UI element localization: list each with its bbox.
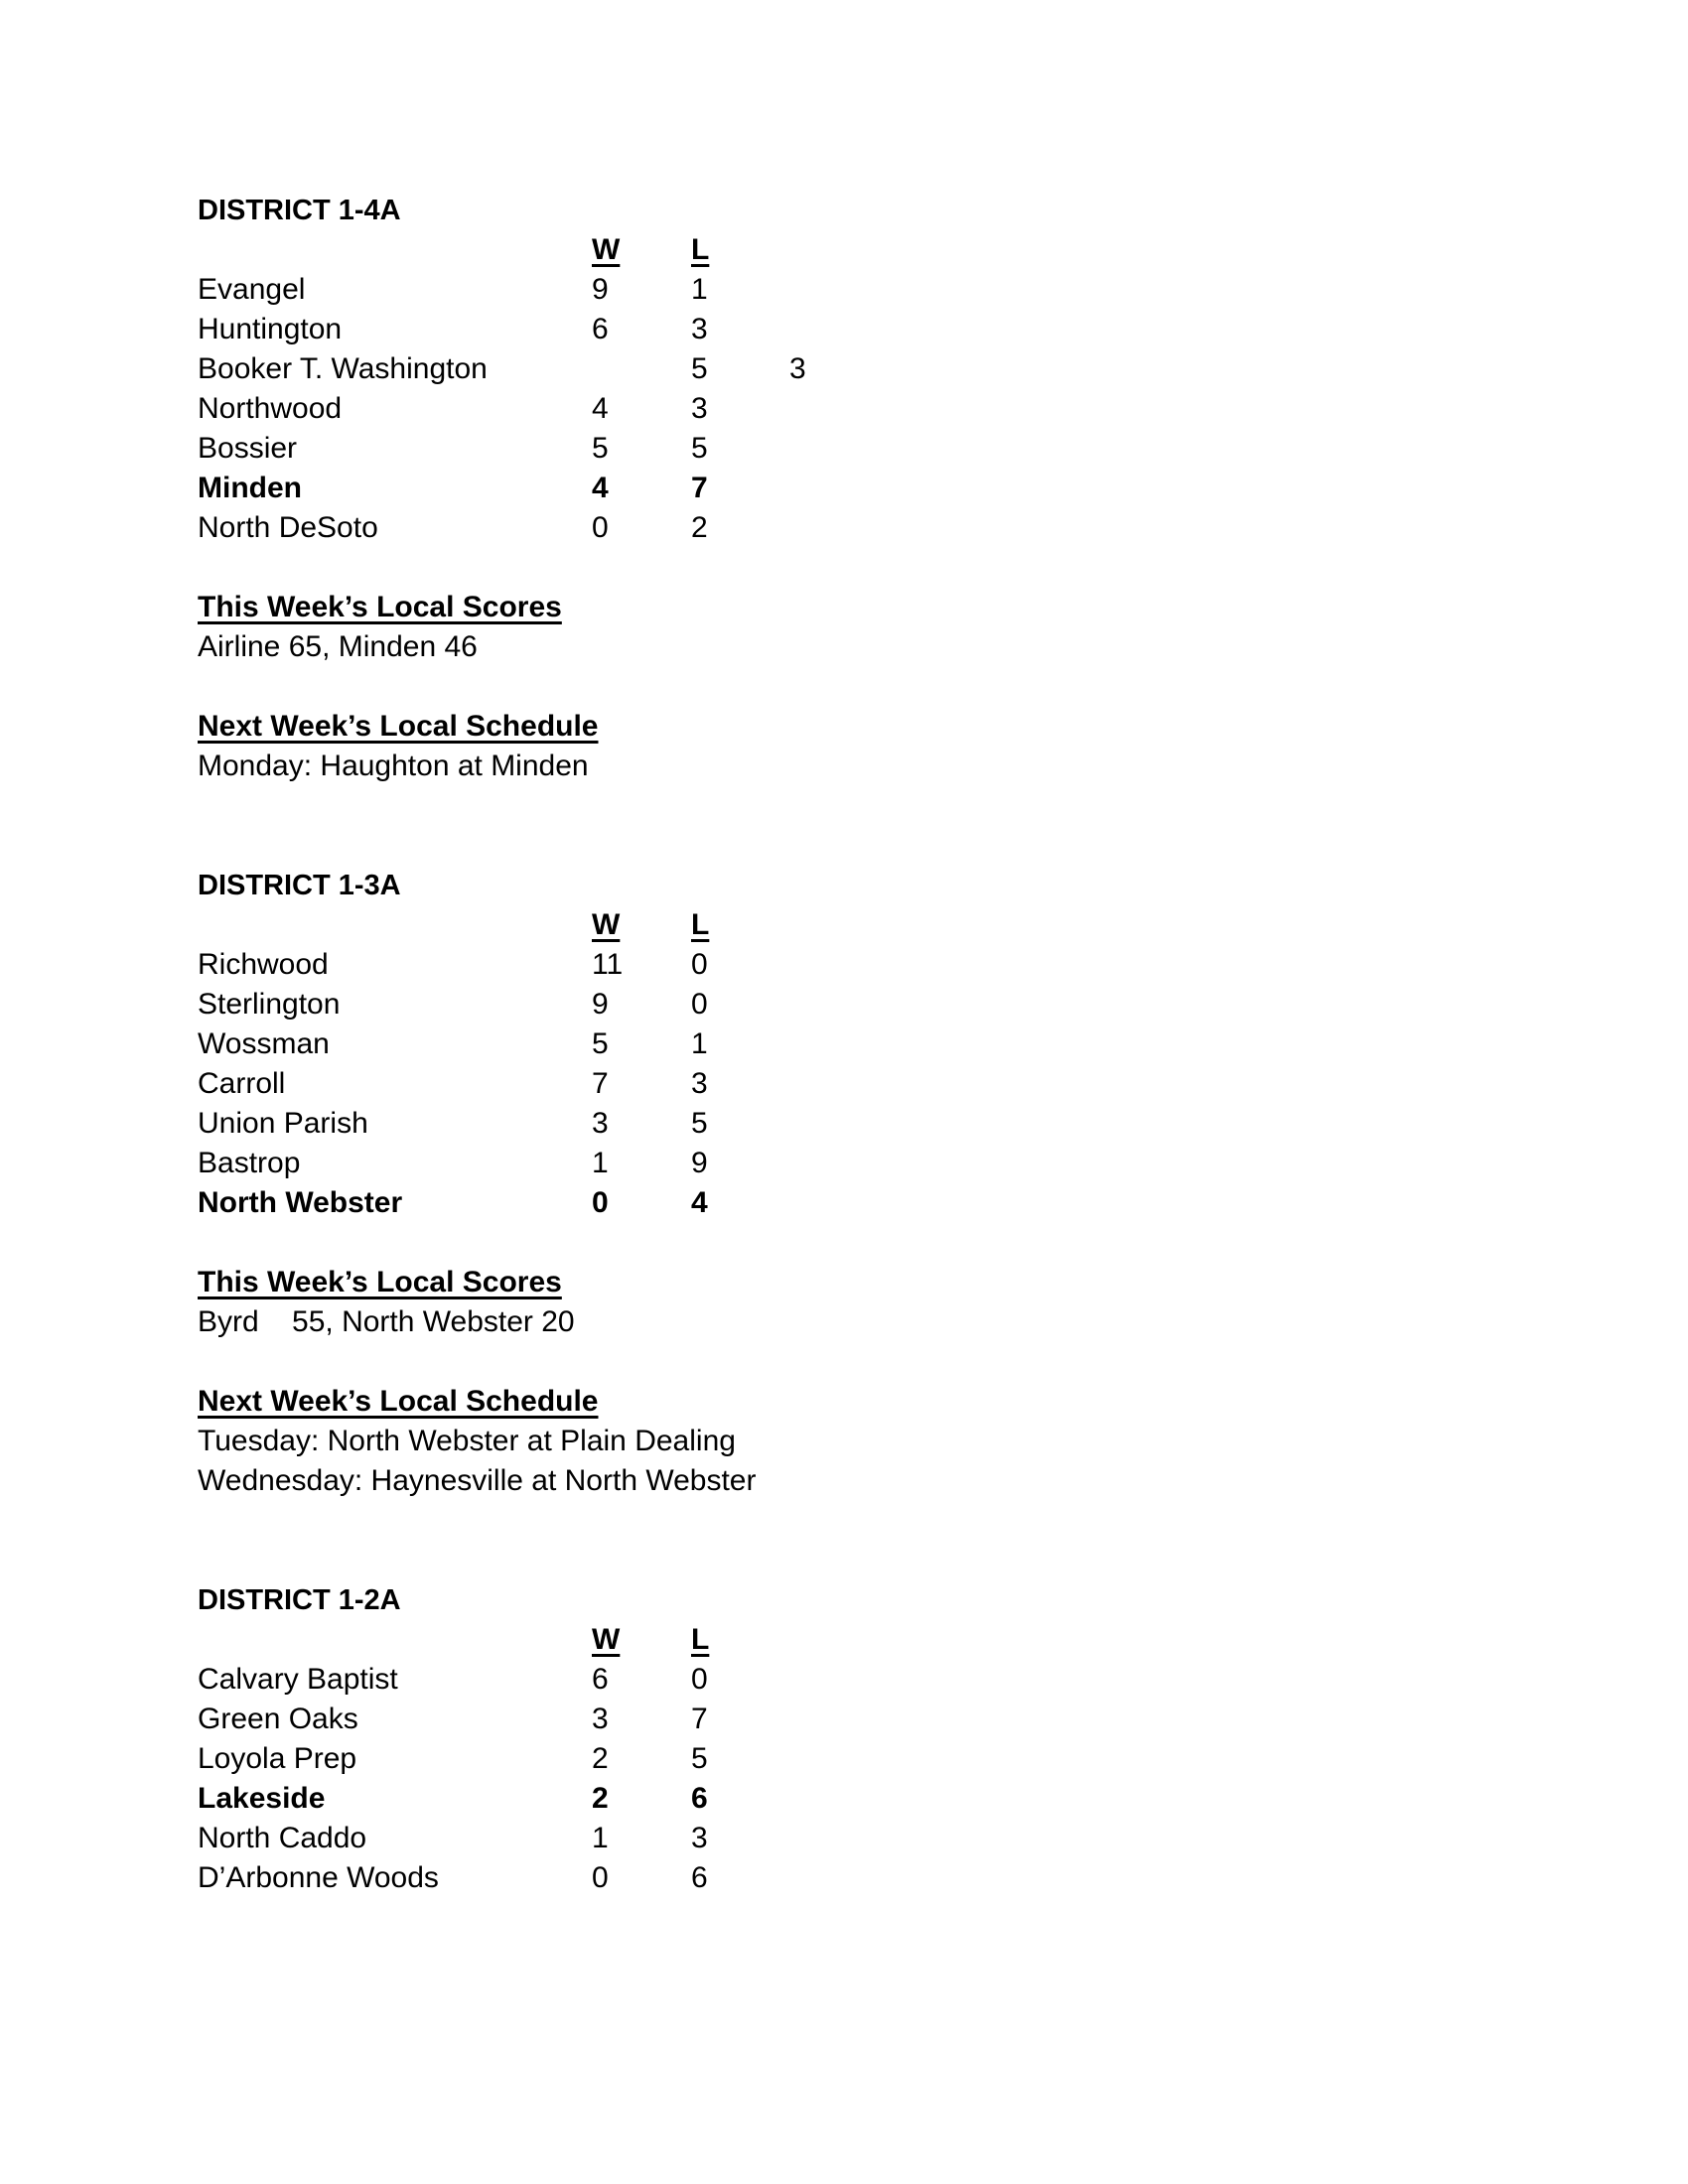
team-losses: 7 bbox=[691, 472, 708, 504]
section-gap bbox=[198, 1501, 1488, 1580]
team-row bbox=[198, 1660, 1488, 1700]
team-losses: 3 bbox=[691, 1067, 708, 1100]
team-row bbox=[198, 508, 1488, 548]
scores-heading: This Week’s Local Scores bbox=[198, 1266, 562, 1298]
team-wins: 9 bbox=[592, 273, 609, 306]
team-row-highlighted bbox=[198, 1779, 1488, 1819]
team-row bbox=[198, 1819, 1488, 1858]
team-row bbox=[198, 1700, 1488, 1739]
team-row bbox=[198, 429, 1488, 469]
team-row bbox=[198, 270, 1488, 310]
team-name: North Webster bbox=[198, 1186, 403, 1219]
spacer bbox=[198, 548, 1488, 588]
team-name: Richwood bbox=[198, 948, 329, 981]
team-row-highlighted bbox=[198, 1183, 1488, 1223]
team-losses: 2 bbox=[691, 511, 708, 544]
team-name: Booker T. Washington bbox=[198, 352, 488, 385]
team-losses: 0 bbox=[691, 948, 708, 981]
team-losses: 3 bbox=[789, 352, 806, 385]
team-row bbox=[198, 945, 1488, 985]
team-row bbox=[198, 1064, 1488, 1104]
team-name: Carroll bbox=[198, 1067, 286, 1100]
team-wins: 5 bbox=[592, 432, 609, 465]
district-section bbox=[198, 1580, 1488, 1898]
team-wins: 5 bbox=[691, 352, 708, 385]
team-wins: 0 bbox=[592, 1861, 609, 1894]
team-row bbox=[198, 310, 1488, 349]
losses-column-header: L bbox=[691, 233, 710, 266]
team-wins: 7 bbox=[592, 1067, 609, 1100]
column-headers bbox=[198, 1620, 1488, 1660]
wins-column-header: W bbox=[592, 233, 621, 266]
team-losses: 9 bbox=[691, 1147, 708, 1179]
team-name: D’Arbonne Woods bbox=[198, 1861, 439, 1894]
team-wins: 2 bbox=[592, 1782, 609, 1815]
team-losses: 6 bbox=[691, 1861, 708, 1894]
team-name: Union Parish bbox=[198, 1107, 368, 1140]
score-line: Byrd 55, North Webster 20 bbox=[198, 1305, 575, 1338]
team-name: Green Oaks bbox=[198, 1703, 358, 1735]
team-losses: 0 bbox=[691, 1663, 708, 1696]
team-losses: 3 bbox=[691, 1822, 708, 1854]
column-headers bbox=[198, 230, 1488, 270]
schedule-line: Monday: Haughton at Minden bbox=[198, 750, 589, 782]
losses-column-header: L bbox=[691, 908, 710, 941]
team-name: Bossier bbox=[198, 432, 298, 465]
district-section bbox=[198, 191, 1488, 786]
wins-column-header: W bbox=[592, 908, 621, 941]
team-wins: 5 bbox=[592, 1027, 609, 1060]
team-row bbox=[198, 389, 1488, 429]
column-headers bbox=[198, 905, 1488, 945]
team-losses: 6 bbox=[691, 1782, 708, 1815]
team-losses: 1 bbox=[691, 273, 708, 306]
team-name: Sterlington bbox=[198, 988, 341, 1021]
team-name: Evangel bbox=[198, 273, 306, 306]
district-title: DISTRICT 1-3A bbox=[198, 870, 401, 901]
team-losses: 5 bbox=[691, 432, 708, 465]
schedule-heading: Next Week’s Local Schedule bbox=[198, 710, 599, 743]
team-losses: 3 bbox=[691, 392, 708, 425]
standings-page bbox=[198, 191, 1488, 1898]
schedule-heading: Next Week’s Local Schedule bbox=[198, 1385, 599, 1418]
district-title: DISTRICT 1-4A bbox=[198, 195, 401, 226]
team-losses: 0 bbox=[691, 988, 708, 1021]
team-wins: 3 bbox=[592, 1703, 609, 1735]
district-section bbox=[198, 866, 1488, 1501]
team-row bbox=[198, 1104, 1488, 1144]
team-row bbox=[198, 1858, 1488, 1898]
team-wins: 11 bbox=[592, 948, 624, 981]
score-line: Airline 65, Minden 46 bbox=[198, 630, 478, 663]
team-losses: 5 bbox=[691, 1742, 708, 1775]
scores-heading: This Week’s Local Scores bbox=[198, 591, 562, 623]
team-wins: 6 bbox=[592, 313, 609, 345]
team-row bbox=[198, 1024, 1488, 1064]
wins-column-header: W bbox=[592, 1623, 621, 1656]
team-name: Northwood bbox=[198, 392, 343, 425]
team-name: Bastrop bbox=[198, 1147, 301, 1179]
spacer bbox=[198, 1223, 1488, 1263]
team-losses: 3 bbox=[691, 313, 708, 345]
team-wins: 3 bbox=[592, 1107, 609, 1140]
team-row bbox=[198, 1739, 1488, 1779]
team-name: Huntington bbox=[198, 313, 343, 345]
spacer bbox=[198, 1342, 1488, 1382]
team-name: North DeSoto bbox=[198, 511, 378, 544]
schedule-line: Tuesday: North Webster at Plain Dealing bbox=[198, 1425, 736, 1457]
team-wins: 4 bbox=[592, 392, 609, 425]
schedule-line: Wednesday: Haynesville at North Webster bbox=[198, 1464, 757, 1497]
team-row bbox=[198, 1144, 1488, 1183]
team-name: Calvary Baptist bbox=[198, 1663, 398, 1696]
team-name: Loyola Prep bbox=[198, 1742, 357, 1775]
team-row-highlighted bbox=[198, 469, 1488, 508]
team-name: Wossman bbox=[198, 1027, 330, 1060]
team-name: North Caddo bbox=[198, 1822, 367, 1854]
team-wins: 1 bbox=[592, 1822, 609, 1854]
team-wins: 4 bbox=[592, 472, 609, 504]
team-wins: 2 bbox=[592, 1742, 609, 1775]
district-title: DISTRICT 1-2A bbox=[198, 1584, 401, 1616]
team-wins: 1 bbox=[592, 1147, 609, 1179]
spacer bbox=[198, 667, 1488, 707]
team-wins: 0 bbox=[592, 511, 609, 544]
team-row bbox=[198, 349, 1488, 389]
team-wins: 6 bbox=[592, 1663, 609, 1696]
team-row bbox=[198, 985, 1488, 1024]
team-wins: 9 bbox=[592, 988, 609, 1021]
team-wins: 0 bbox=[592, 1186, 609, 1219]
section-gap bbox=[198, 786, 1488, 866]
team-name: Minden bbox=[198, 472, 302, 504]
team-losses: 1 bbox=[691, 1027, 708, 1060]
team-losses: 4 bbox=[691, 1186, 708, 1219]
team-losses: 5 bbox=[691, 1107, 708, 1140]
losses-column-header: L bbox=[691, 1623, 710, 1656]
team-losses: 7 bbox=[691, 1703, 708, 1735]
team-name: Lakeside bbox=[198, 1782, 326, 1815]
